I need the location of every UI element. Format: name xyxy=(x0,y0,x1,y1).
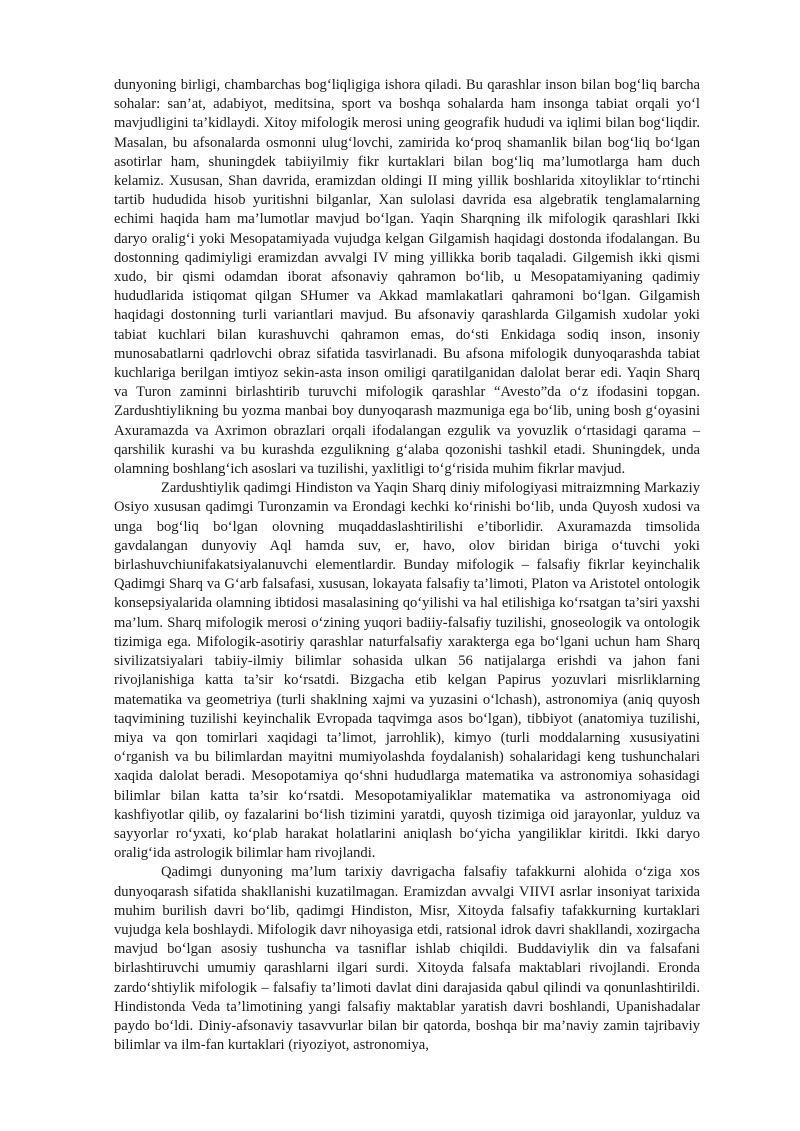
document-page xyxy=(114,76,700,1055)
paragraph-1: dunyoning birligi, chambarchas bog‘liqligiga ishora qiladi. Bu qarashlar inson bilan bog‘liq barcha sohalar: san’at, adabiyot, meditsina, sport va boshqa sohalarda ham insonga tabiat orqali yo‘l mavjudligini ta’kidlaydi. Xitoy mifologik merosi uning geografik hududi va iqlimi bilan bog‘liqdir. Masalan, bu afsonalarda osmonni ulug‘lovchi, zamirida ko‘proq shamanlik bilan bog‘liq bo‘lgan asotirlar ham, shuningdek tabiiyilmiy fikr kurtaklari bilan bog‘liq ma’lumotlarga ham duch kelamiz. Xususan, Shan davrida, eramizdan oldingi II ming yillik boshlarida xitoyliklar to‘rtinchi tartib hududida hisob yuritishni bilganlar, Xan sulolasi davrida esa algebratik tenglamalarning echimi haqida ham ma’lumotlar mavjud bo‘lgan. Yaqin Sharqning ilk mifologik qarashlari Ikki daryo oralig‘i yoki Mesopatamiyada vujudga kelgan Gilgamish haqidagi dostonda ifodalangan. Bu dostonning qadimiyligi eramizdan avvalgi IV ming yillikka borib taqaladi. Gilgemish ikki qismi xudo, bir qismi odamdan iborat afsonaviy qahramon bo‘lib, u Mesopatamiyaning qadimiy hududlarida istiqomat qilgan SHumer va Akkad mamlakatlari qahramoni bo‘lgan. Gilgamish haqidagi dostonning turli variantlari mavjud. Bu afsonaviy qarashlarda Gilgamish xudolar yoki tabiat kuchlari bilan kurashuvchi qahramon emas, do‘sti Enkidaga sodiq inson, insoniy munosabatlarni qadrlovchi obraz sifatida tasvirlanadi. Bu afsona mifologik dunyoqarashda tabiat kuchlariga berilgan imtiyoz sekin-asta inson omiligi qaratilganidan dalolat berar edi. Yaqin Sharq va Turon zaminni birlashtirib turuvchi mifologik qarashlar “Avesto”da o‘z ifodasini topgan. Zardushtiylikning bu yozma manbai boy dunyoqarash mazmuniga ega bo‘lib, uning bosh g‘oyasini Axuramazda va Axrimon obrazlari orqali ifodalangan ezgulik va yovuzlik o‘rtasidagi qarama – qarshilik kurashi va bu kurashda ezgulikning g‘alaba qozonishi tashkil etadi. Shuningdek, unda olamning boshlang‘ich asoslari va tuzilishi, yaxlitligi to‘g‘risida muhim fikrlar mavjud. xyxy=(114,77,700,478)
paragraph-2: Zardushtiylik qadimgi Hindiston va Yaqin Sharq diniy mifologiyasi mitraizmning Markaziy Osiyo xususan qadimgi Turonzamin va Erondagi kechki ko‘rinishi bo‘lib, unda Quyosh xudosi va unga bog‘liq bo‘lgan olovning muqaddaslashtirilishi e’tiborlidir. Axuramazda timsolida gavdalangan dunyoviy Aql hamda suv, er, havo, olov biridan biriga o‘tuvchi yoki birlashuvchiunifakatsiyalanuvchi elementlardir. Bunday mifologik – falsafiy fikrlar keyinchalik Qadimgi Sharq va G‘arb falsafasi, xususan, lokayata falsafiy ta’limoti, Platon va Aristotel ontologik konsepsiyalarida olamning ibtidosi masalasining qo‘yilishi va hal etilishiga ko‘rsatgan ta’siri yaxshi ma’lum. Sharq mifologik merosi o‘zining yuqori badiiy-falsafiy tuzilishi, gnoseologik va ontologik tizimiga ega. Mifologik-asotiriy qarashlar naturfalsafiy xarakterga ega bo‘lgani uchun ham Sharq sivilizatsiyalari tabiiy-ilmiy bilimlar sohasida ulkan 56 natijalarga erishdi va jahon fani rivojlanishiga katta ta’sir ko‘rsatdi. Bizgacha etib kelgan Papirus yozuvlari misrliklarning matematika va geometriya (turli shaklning xajmi va yuzasini o‘lchash), astronomiya (aniq quyosh taqvimining tuzilishi keyinchalik Evropada taqvimga asos bo‘lgan), tibbiyot (anatomiya tuzilishi, miya va qon tomirlari xaqidagi ta’limot, jarrohlik), kimyo (turli moddalarning xususiyatini o‘rganish va bu bilimlardan mayitni mumiyolashda foydalanish) sohalaridagi keng tushunchalari xaqida dalolat beradi. Mesopotamiya qo‘shni hududlarga matematika va astronomiya sohasidagi bilimlar bilan katta ta’sir ko‘rsatdi. Mesopotamiyaliklar matematika va astronomiyaga oid kashfiyotlar qilib, oy fazalarini bo‘lish tizimini yaratdi, quyosh tizimiga oid jarayonlar, yulduz va sayyorlar ro‘yxati, ko‘plab harakat holatlarini aniqlash bo‘yicha yangiliklar kiritdi. Ikki daryo oralig‘ida astrologik bilimlar ham rivojlandi. xyxy=(114,480,700,862)
paragraph-3: Qadimgi dunyoning ma’lum tarixiy davrigacha falsafiy tafakkurni alohida o‘ziga xos dunyoqarash sifatida shakllanishi kuzatilmagan. Eramizdan avvalgi VIIVI asrlar insoniyat tarixida muhim burilish davri bo‘lib, qadimgi Hindiston, Misr, Xitoyda falsafiy tafakkurning kurtaklari vujudga kela boshlaydi. Mifologik davr nihoyasiga etdi, ratsional idrok davri shakllandi, xozirgacha mavjud bo‘lgan asosiy tushuncha va tasniflar ishlab chiqildi. Buddaviylik din va falsafani birlashtiruvchi umumiy qarashlarni ilgari surdi. Xitoyda falsafa maktablari rivojlandi. Eronda zardo‘shtiylik mifologik – falsafiy ta’limoti davlat dini darajasida qabul qilindi va qonunlashtirildi. Hindistonda Veda ta’limotining yangi falsafiy maktablar yaratish davri boshlandi, Upanishadalar paydo bo‘ldi. Diniy-afsonaviy tasavvurlar bilan bir qatorda, boshqa bir ma’naviy zamin tajribaviy bilimlar va ilm-fan kurtaklari (riyoziyot, astronomiya, xyxy=(114,864,700,1054)
